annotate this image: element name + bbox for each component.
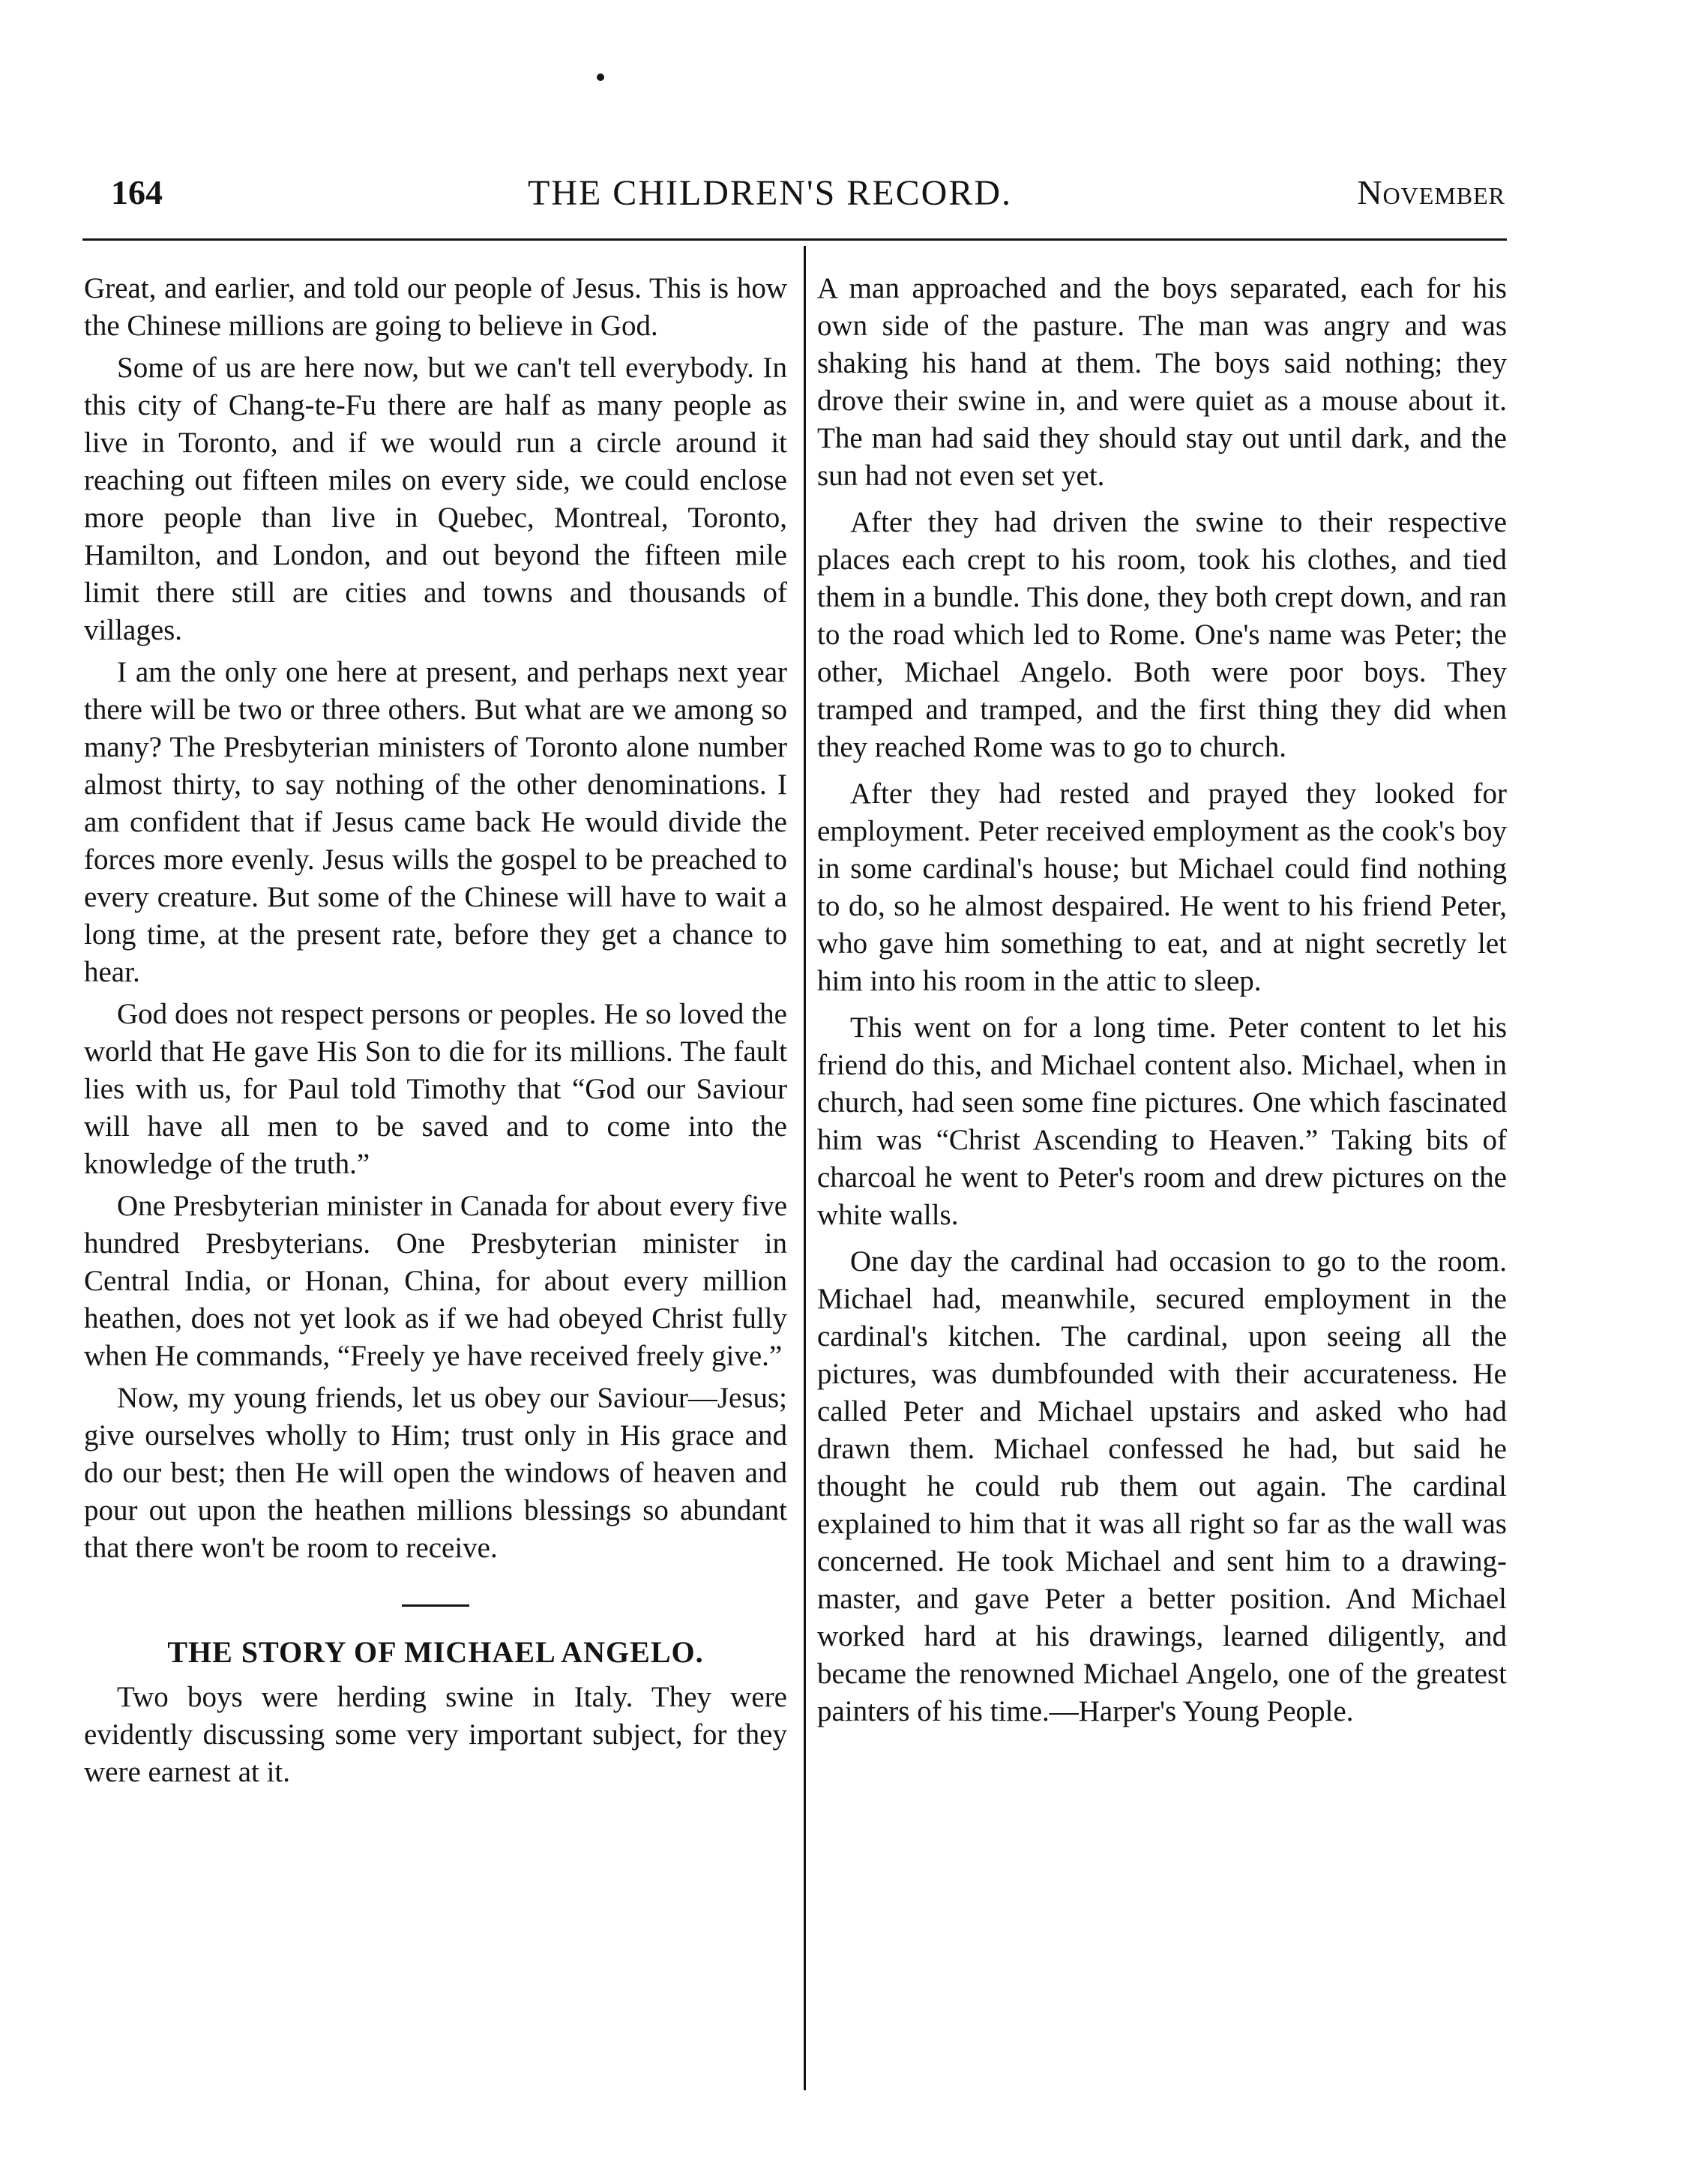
paragraph: One Presbyterian minister in Canada for about every five hundred Presbyterians. One Presbyterian minister in Central India, or Honan, China, for about every million heathen, does not yet look as if we had obeyed Christ fully when He commands, “Freely ye have received freely give.” <box>84 1190 787 1372</box>
paragraph: This went on for a long time. Peter content to let his friend do this, and Michael content also. Michael, when in church, had seen some fine pictures. One which fascinated him was “Christ Ascending to Heaven.” Taking bits of charcoal he went to Peter's room and drew pictures on the white walls. <box>817 1011 1507 1231</box>
column-divider <box>804 246 806 2090</box>
paragraph: Great, and earlier, and told our people of Jesus. This is how the Chinese millions are going to believe in God. <box>84 272 787 342</box>
left-column <box>84 270 787 1796</box>
paragraph: Two boys were herding swine in Italy. They were evidently discussing some very important subject, for they were earnest at it. <box>84 1681 787 1788</box>
article-heading: THE STORY OF MICHAEL ANGELO. <box>167 1635 704 1669</box>
paragraph: Now, my young friends, let us obey our Saviour—Jesus; give ourselves wholly to Him; trust only in His grace and do our best; then He will open the windows of heaven and pour out upon the heathen millions blessings so abundant that there won't be room to receive. <box>84 1382 787 1564</box>
paragraph: Some of us are here now, but we can't tell everybody. In this city of Chang-te-Fu there are half as many people as live in Toronto, and if we would run a circle around it reaching out fifteen miles on every side, we could enclose more people than live in Quebec, Montreal, Toronto, Hamilton, and London, and out beyond the fifteen mile limit there still are cities and towns and thousands of villages. <box>84 352 787 646</box>
paragraph: After they had rested and prayed they looked for employment. Peter received employment as the cook's boy in some cardinal's house; but Michael could find nothing to do, so he almost despaired. He went to his friend Peter, who gave him something to eat, and at night secretly let him into his room in the attic to sleep. <box>817 777 1507 997</box>
header-rule <box>82 238 1507 241</box>
paragraph: A man approached and the boys separated, each for his own side of the pasture. The man was angry and was shaking his hand at them. The boys said nothing; they drove their swine in, and were quiet as a mouse about it. The man had said they should stay out until dark, and the sun had not even set yet. <box>817 272 1507 492</box>
right-column <box>817 270 1507 1739</box>
paragraph: After they had driven the swine to their respective places each crept to his room, took his clothes, and tied them in a bundle. This done, they both crept down, and ran to the road which led to Rome. One's name was Peter; the other, Michael Angelo. Both were poor boys. They tramped and tramped, and the first thing they did when they reached Rome was to go to church. <box>817 506 1507 763</box>
issue-month: November <box>1357 173 1505 211</box>
paragraph: One day the cardinal had occasion to go to the room. Michael had, meanwhile, secured employment in the cardinal's kitchen. The cardinal, upon seeing all the pictures, was dumbfounded with their accurateness. He called Peter and Michael upstairs and asked who had drawn them. Michael confessed he had, but said he thought he could rub them out again. The cardinal explained to him that it was all right so far as the wall was concerned. He took Michael and sent him to a drawing-master, and gave Peter a better position. And Michael worked hard at his drawings, learned diligently, and became the renowned Michael Angelo, one of the greatest painters of his time.—Harper's Young People. <box>817 1245 1507 1727</box>
page-number: 164 <box>111 173 163 211</box>
running-header <box>111 172 1505 225</box>
paragraph: God does not respect persons or peoples. He so loved the world that He gave His Son to die for its millions. The fault lies with us, for Paul told Timothy that “God our Saviour will have all men to be saved and to come into the knowledge of the truth.” <box>84 998 787 1180</box>
stray-ink-dot <box>597 73 604 81</box>
publication-title: THE CHILDREN'S RECORD. <box>528 173 1012 213</box>
section-divider <box>402 1604 469 1607</box>
paragraph: I am the only one here at present, and perhaps next year there will be two or three others. But what are we among so many? The Presbyterian ministers of Toronto alone number almost thirty, to say nothing of the other denominations. I am confident that if Jesus came back He would divide the forces more evenly. Jesus wills the gospel to be preached to every creature. But some of the Chinese will have to wait a long time, at the present rate, before they get a chance to hear. <box>84 656 787 988</box>
